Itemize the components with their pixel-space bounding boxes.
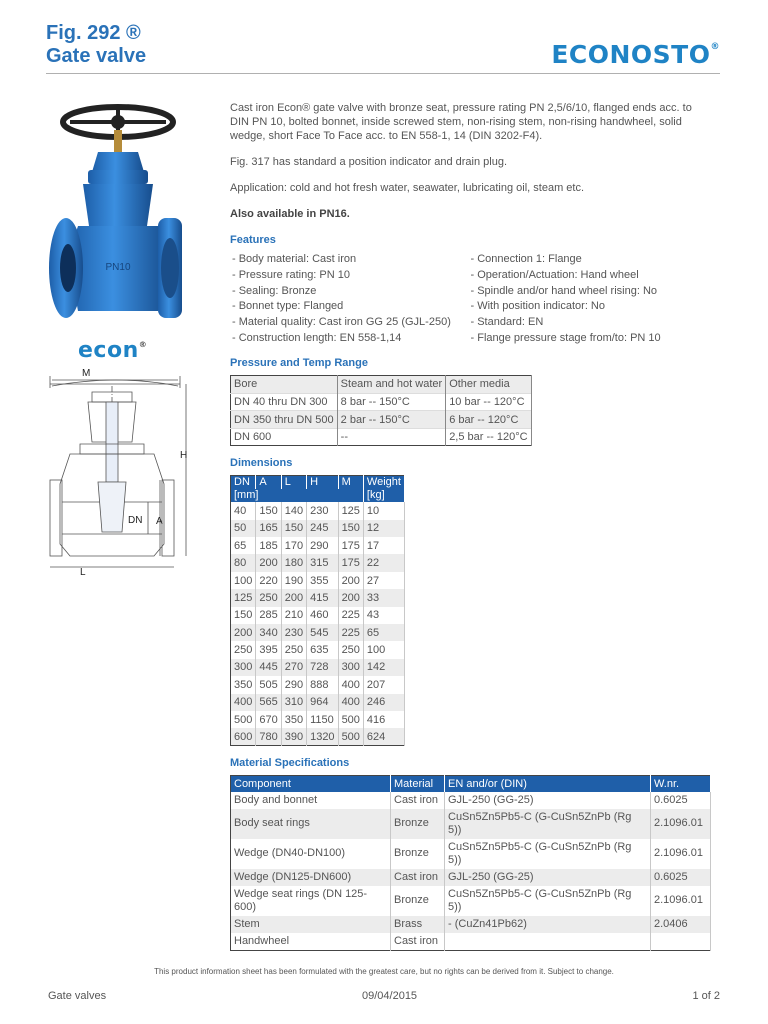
table-cell: 142 <box>363 659 404 676</box>
table-cell: 150 <box>256 502 281 519</box>
brand-name: ECONOSTO <box>551 40 711 69</box>
table-cell: 230 <box>281 624 306 641</box>
table-cell: 200 <box>256 554 281 571</box>
table-cell: 545 <box>307 624 338 641</box>
feature-item: - Sealing: Bronze <box>232 284 317 297</box>
table-row <box>231 520 405 537</box>
table-cell: 200 <box>338 589 363 606</box>
column-header: Weight <box>363 476 404 490</box>
column-header: Bore <box>231 375 338 393</box>
table-cell: DN 40 thru DN 300 <box>231 393 338 411</box>
header-divider <box>46 73 720 74</box>
dimensions-table <box>230 475 405 746</box>
table-cell: 165 <box>256 520 281 537</box>
table-cell: DN 600 <box>231 428 338 446</box>
feature-item: - Bonnet type: Flanged <box>232 300 344 313</box>
table-cell: 150 <box>338 520 363 537</box>
table-cell: Body seat rings <box>231 809 391 839</box>
table-cell: 125 <box>338 502 363 519</box>
table-cell: Cast iron <box>391 792 445 809</box>
table-cell: 340 <box>256 624 281 641</box>
table-cell: 390 <box>281 728 306 745</box>
feature-item: - Spindle and/or hand wheel rising: No <box>470 284 658 297</box>
column-header: Steam and hot water <box>337 375 446 393</box>
table-cell: 0.6025 <box>651 792 711 809</box>
table-row <box>231 589 405 606</box>
column-header: EN and/or (DIN) <box>445 776 651 792</box>
column-header: L <box>281 476 306 490</box>
table-cell: 65 <box>363 624 404 641</box>
econ-logo <box>78 338 147 363</box>
label-l: L <box>80 567 86 577</box>
table-cell: DN 350 thru DN 500 <box>231 411 338 429</box>
table-cell: Bronze <box>391 839 445 869</box>
table-cell: 500 <box>231 711 256 728</box>
column-header: Other media <box>446 375 531 393</box>
table-cell: 180 <box>281 554 306 571</box>
table-subheader-row <box>231 489 405 502</box>
table-row <box>231 933 711 951</box>
table-cell: 2.1096.01 <box>651 839 711 869</box>
table-cell <box>651 933 711 951</box>
table-row <box>231 641 405 658</box>
description-paragraph: Fig. 317 has standard a position indicator and drain plug. <box>230 156 508 168</box>
feature-item: - Body material: Cast iron <box>232 253 357 265</box>
availability-note: Also available in PN16. <box>230 208 350 220</box>
table-cell: 175 <box>338 554 363 571</box>
table-cell: 246 <box>363 694 404 711</box>
table-cell: 624 <box>363 728 404 745</box>
table-cell: 40 <box>231 502 256 519</box>
table-row <box>231 554 405 571</box>
table-cell: 415 <box>307 589 338 606</box>
table-cell: 300 <box>231 659 256 676</box>
brand-registered-mark: ® <box>710 42 720 52</box>
table-cell: 395 <box>256 641 281 658</box>
table-cell: 290 <box>307 537 338 554</box>
table-cell: 400 <box>231 694 256 711</box>
table-cell: 500 <box>338 728 363 745</box>
application-paragraph: Application: cold and hot fresh water, seawater, lubricating oil, steam etc. <box>230 182 585 194</box>
dimension-drawing <box>40 362 195 577</box>
table-cell: 207 <box>363 676 404 693</box>
table-cell: 10 <box>363 502 404 519</box>
dimensions-heading: Dimensions <box>230 457 293 470</box>
table-cell: Wedge (DN125-DN600) <box>231 869 391 886</box>
table-cell: 22 <box>363 554 404 571</box>
table-row <box>231 886 711 916</box>
materials-table <box>230 775 711 951</box>
label-dn: DN <box>128 515 143 526</box>
column-header: W.nr. <box>651 776 711 792</box>
table-row <box>231 572 405 589</box>
footer-page-number: 1 of 2 <box>692 990 720 1002</box>
column-header: DN <box>231 476 256 490</box>
table-cell: Bronze <box>391 809 445 839</box>
column-header: A <box>256 476 281 490</box>
table-cell: 315 <box>307 554 338 571</box>
features-heading: Features <box>230 234 276 246</box>
disclaimer: This product information sheet has been formulated with the greatest care, but no rights can be derived from it. Subject to change. <box>154 967 614 976</box>
footer-category: Gate valves <box>48 990 107 1002</box>
column-header: Material <box>391 776 445 792</box>
table-cell: 2.0406 <box>651 916 711 933</box>
table-cell: 565 <box>256 694 281 711</box>
table-cell: Wedge (DN40-DN100) <box>231 839 391 869</box>
table-row <box>231 537 405 554</box>
table-cell: 125 <box>231 589 256 606</box>
table-header-row <box>231 476 405 490</box>
table-cell: 460 <box>307 607 338 624</box>
table-row <box>231 869 711 886</box>
table-cell: 50 <box>231 520 256 537</box>
table-cell: 350 <box>281 711 306 728</box>
table-cell: 310 <box>281 694 306 711</box>
table-cell: 270 <box>281 659 306 676</box>
unit-header: [kg] <box>363 489 404 502</box>
table-cell: 2 bar -- 150°C <box>337 411 446 429</box>
figure-number: Fig. 292 ® <box>46 22 141 44</box>
table-cell: 190 <box>281 572 306 589</box>
table-cell: GJL-250 (GG-25) <box>445 869 651 886</box>
table-row <box>231 809 711 839</box>
column-header: M <box>338 476 363 490</box>
table-cell: Stem <box>231 916 391 933</box>
features-left-column <box>230 252 471 347</box>
table-cell: Cast iron <box>391 933 445 951</box>
table-cell: 1320 <box>307 728 338 745</box>
table-cell: -- <box>337 428 446 446</box>
column-header: Component <box>231 776 391 792</box>
table-row <box>231 839 711 869</box>
table-row <box>231 676 405 693</box>
materials-heading: Material Specifications <box>230 757 350 770</box>
table-row <box>231 694 405 711</box>
table-cell: 150 <box>231 607 256 624</box>
label-m: M <box>82 368 91 379</box>
features-right-column <box>471 252 711 347</box>
table-cell: 210 <box>281 607 306 624</box>
table-cell: 0.6025 <box>651 869 711 886</box>
features-list <box>230 252 710 347</box>
feature-item: - With position indicator: No <box>470 300 605 313</box>
table-header-row <box>231 776 711 792</box>
table-cell: 245 <box>307 520 338 537</box>
table-row <box>231 624 405 641</box>
table-cell: 8 bar -- 150°C <box>337 393 446 411</box>
table-row <box>231 411 532 429</box>
table-header-row <box>231 375 532 393</box>
table-cell: 250 <box>338 641 363 658</box>
table-cell: 200 <box>231 624 256 641</box>
table-cell: Bronze <box>391 886 445 916</box>
table-cell: Wedge seat rings (DN 125-600) <box>231 886 391 916</box>
table-cell: Brass <box>391 916 445 933</box>
table-cell: 635 <box>307 641 338 658</box>
product-name: Gate valve <box>46 45 147 67</box>
brand-logo <box>551 40 720 69</box>
table-cell: 400 <box>338 694 363 711</box>
table-cell: 780 <box>256 728 281 745</box>
table-cell <box>445 933 651 951</box>
table-cell: Handwheel <box>231 933 391 951</box>
table-cell: 290 <box>281 676 306 693</box>
table-cell: 17 <box>363 537 404 554</box>
table-cell: 200 <box>338 572 363 589</box>
table-cell: 27 <box>363 572 404 589</box>
table-cell: 140 <box>281 502 306 519</box>
table-cell: 6 bar -- 120°C <box>446 411 531 429</box>
table-cell: 80 <box>231 554 256 571</box>
table-cell: 670 <box>256 711 281 728</box>
table-cell: 728 <box>307 659 338 676</box>
feature-item: - Standard: EN <box>470 316 544 329</box>
table-row <box>231 916 711 933</box>
feature-item: - Construction length: EN 558-1,14 <box>232 331 402 344</box>
description <box>230 101 710 221</box>
econ-logo-text: econ <box>78 338 139 363</box>
table-cell: 185 <box>256 537 281 554</box>
table-cell: 100 <box>363 641 404 658</box>
table-row <box>231 502 405 519</box>
table-cell: 505 <box>256 676 281 693</box>
feature-item: - Pressure rating: PN 10 <box>232 268 350 281</box>
table-cell: 285 <box>256 607 281 624</box>
description-paragraph: Cast iron Econ® gate valve with bronze seat, pressure rating PN 2,5/6/10, flanged ends acc. to DIN PN 10, bolted bonnet, inside screwed stem, non-rising stem, non-rising handwheel, solid wedge, short Face To Face acc. to EN 558-1, 14 (DIN 3202-F4). <box>230 102 692 142</box>
pressure-table <box>230 375 532 447</box>
footer-date: 09/04/2015 <box>362 990 418 1002</box>
table-cell: 2.1096.01 <box>651 809 711 839</box>
table-cell: 230 <box>307 502 338 519</box>
table-cell: 350 <box>231 676 256 693</box>
table-cell: 888 <box>307 676 338 693</box>
table-row <box>231 393 532 411</box>
table-cell: 170 <box>281 537 306 554</box>
table-cell: 33 <box>363 589 404 606</box>
table-cell: 416 <box>363 711 404 728</box>
table-cell: 250 <box>231 641 256 658</box>
svg-text:PN10: PN10 <box>105 262 131 273</box>
unit-header: [mm] <box>231 489 364 502</box>
table-cell: CuSn5Zn5Pb5-C (G-CuSn5ZnPb (Rg 5)) <box>445 839 651 869</box>
table-cell: 220 <box>256 572 281 589</box>
table-cell: 10 bar -- 120°C <box>446 393 531 411</box>
main-content <box>230 101 710 951</box>
feature-item: - Connection 1: Flange <box>470 253 582 265</box>
table-cell: 225 <box>338 607 363 624</box>
table-cell: 150 <box>281 520 306 537</box>
table-cell: 100 <box>231 572 256 589</box>
table-cell: 445 <box>256 659 281 676</box>
table-cell: 225 <box>338 624 363 641</box>
feature-item: - Operation/Actuation: Hand wheel <box>470 268 639 281</box>
table-row <box>231 659 405 676</box>
page-title <box>46 22 146 68</box>
table-cell: 1150 <box>307 711 338 728</box>
table-cell: 2.1096.01 <box>651 886 711 916</box>
table-cell: 250 <box>281 641 306 658</box>
table-row <box>231 728 405 745</box>
table-cell: 65 <box>231 537 256 554</box>
table-cell: 43 <box>363 607 404 624</box>
table-row <box>231 428 532 446</box>
feature-item: - Material quality: Cast iron GG 25 (GJL-250) <box>232 316 451 329</box>
table-cell: 175 <box>338 537 363 554</box>
feature-item: - Flange pressure stage from/to: PN 10 <box>470 331 661 344</box>
pressure-heading: Pressure and Temp Range <box>230 356 368 369</box>
table-cell: 12 <box>363 520 404 537</box>
label-h: H <box>180 450 188 461</box>
table-cell: 300 <box>338 659 363 676</box>
table-cell: Body and bonnet <box>231 792 391 809</box>
column-header: H <box>307 476 338 490</box>
gate-valve-photo <box>48 100 193 330</box>
label-a: A <box>156 516 163 527</box>
table-row <box>231 792 711 809</box>
table-row <box>231 711 405 728</box>
table-cell: 964 <box>307 694 338 711</box>
table-cell: 400 <box>338 676 363 693</box>
table-cell: GJL-250 (GG-25) <box>445 792 651 809</box>
table-cell: 200 <box>281 589 306 606</box>
table-cell: 500 <box>338 711 363 728</box>
table-cell: CuSn5Zn5Pb5-C (G-CuSn5ZnPb (Rg 5)) <box>445 809 651 839</box>
table-cell: CuSn5Zn5Pb5-C (G-CuSn5ZnPb (Rg 5)) <box>445 886 651 916</box>
table-cell: - (CuZn41Pb62) <box>445 916 651 933</box>
table-cell: 250 <box>256 589 281 606</box>
table-cell: 2,5 bar -- 120°C <box>446 428 531 446</box>
table-cell: Cast iron <box>391 869 445 886</box>
table-cell: 355 <box>307 572 338 589</box>
econ-registered-mark: ® <box>138 340 148 349</box>
table-cell: 600 <box>231 728 256 745</box>
table-row <box>231 607 405 624</box>
